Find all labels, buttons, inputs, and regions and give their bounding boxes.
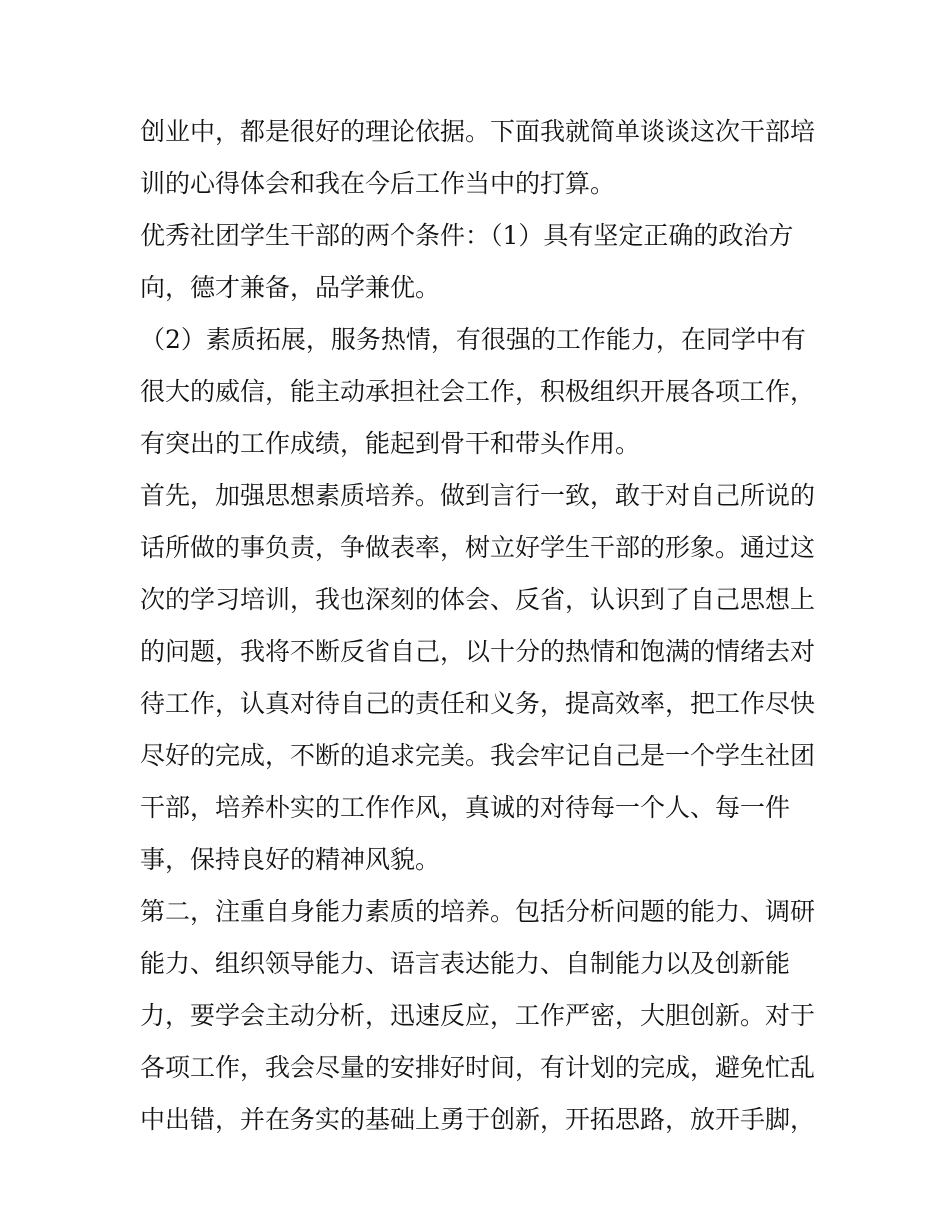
text-line: 干部，培养朴实的工作作风，真诚的对待每一个人、每一件 bbox=[140, 793, 791, 822]
body-text bbox=[140, 106, 820, 1146]
text-line: （2）素质拓展，服务热情，有很强的工作能力，在同学中有 bbox=[140, 325, 806, 354]
text-line: 中出错，并在务实的基础上勇于创新，开拓思路，放开手脚， bbox=[140, 1105, 816, 1134]
text-line: 能力、组织领导能力、语言表达能力、自制能力以及创新能 bbox=[140, 949, 791, 978]
text-line: 力，要学会主动分析，迅速反应，工作严密，大胆创新。对于 bbox=[140, 1001, 816, 1030]
text-line: 训的心得体会和我在今后工作当中的打算。 bbox=[140, 169, 616, 198]
text-line: 有突出的工作成绩，能起到骨干和带头作用。 bbox=[140, 429, 641, 458]
text-line: 待工作，认真对待自己的责任和义务，提高效率，把工作尽快 bbox=[140, 689, 816, 718]
text-line: 次的学习培训，我也深刻的体会、反省，认识到了自己思想上 bbox=[140, 585, 816, 614]
text-line: 话所做的事负责，争做表率，树立好学生干部的形象。通过这 bbox=[140, 533, 816, 562]
text-line: 很大的威信，能主动承担社会工作，积极组织开展各项工作， bbox=[140, 377, 816, 406]
text-line: 首先，加强思想素质培养。做到言行一致，敢于对自己所说的 bbox=[140, 481, 816, 510]
text-line: 各项工作，我会尽量的安排好时间，有计划的完成，避免忙乱 bbox=[140, 1053, 816, 1082]
text-line: 优秀社团学生干部的两个条件：（1）具有坚定正确的政治方 bbox=[140, 221, 794, 250]
text-line: 的问题，我将不断反省自己，以十分的热情和饱满的情绪去对 bbox=[140, 637, 816, 666]
text-line: 创业中，都是很好的理论依据。下面我就简单谈谈这次干部培 bbox=[140, 117, 816, 146]
text-line: 事，保持良好的精神风貌。 bbox=[140, 845, 441, 874]
text-line: 尽好的完成，不断的追求完美。我会牢记自己是一个学生社团 bbox=[140, 741, 816, 770]
text-line: 向，德才兼备，品学兼优。 bbox=[140, 273, 441, 302]
text-line: 第二，注重自身能力素质的培养。包括分析问题的能力、调研 bbox=[140, 897, 816, 926]
